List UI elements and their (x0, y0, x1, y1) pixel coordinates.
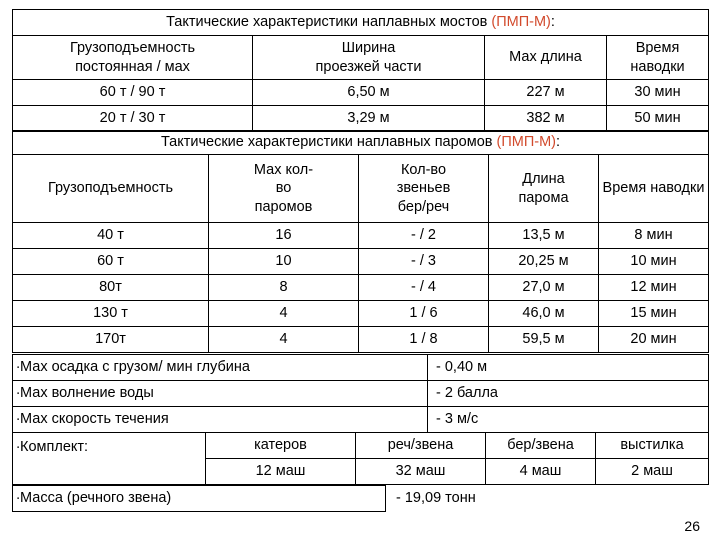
param-label: ∙Мах скорость течения (13, 407, 428, 433)
table-row (13, 106, 709, 132)
ferries-cell-links: - / 4 (359, 275, 489, 301)
ferries-header-length: Длина парома (489, 155, 599, 223)
kit-header: бер/звена (486, 433, 596, 459)
table-row (13, 327, 709, 353)
bridges-title-model: (ПМП-М) (491, 14, 551, 31)
bridges-header-length: Мах длина (485, 36, 607, 80)
ferries-cell-time: 12 мин (599, 275, 709, 301)
bridges-cell-length: 227 м (485, 80, 607, 106)
ferries-cell-links: 1 / 6 (359, 301, 489, 327)
ferries-header-capacity: Грузоподъемность (13, 155, 209, 223)
table-row (13, 223, 709, 249)
kit-value: 4 маш (486, 459, 596, 485)
table-row (13, 407, 709, 433)
ferries-cell-length: 20,25 м (489, 249, 599, 275)
ferries-cell-length: 46,0 м (489, 301, 599, 327)
ferries-cell-time: 20 мин (599, 327, 709, 353)
ferries-cell-capacity: 130 т (13, 301, 209, 327)
ferries-header-links: Кол-во звеньев бер/реч (359, 155, 489, 223)
param-label: ∙Мах волнение воды (13, 381, 428, 407)
ferries-cell-capacity: 60 т (13, 249, 209, 275)
table-row (13, 275, 709, 301)
ferries-cell-ferries: 4 (209, 327, 359, 353)
param-value: - 0,40 м (428, 355, 709, 381)
table-row (13, 355, 709, 381)
bridges-cell-width: 3,29 м (253, 106, 485, 132)
ferries-title-text: Тактические характеристики наплавных паромов (160, 134, 493, 151)
ferries-header-ferries: Мах кол-во паромов (209, 155, 359, 223)
bridges-cell-width: 6,50 м (253, 80, 485, 106)
ferries-cell-capacity: 170т (13, 327, 209, 353)
page-number: 26 (684, 518, 700, 534)
ferries-cell-links: 1 / 8 (359, 327, 489, 353)
ferries-title (13, 131, 709, 155)
kit-label-text: ∙Комплект: (16, 439, 89, 455)
ferries-cell-capacity: 40 т (13, 223, 209, 249)
ferries-cell-capacity: 80т (13, 275, 209, 301)
ferries-cell-length: 13,5 м (489, 223, 599, 249)
ferries-table (12, 130, 709, 353)
bridges-title-colon: : (550, 14, 555, 31)
ferries-cell-length: 59,5 м (489, 327, 599, 353)
table-row (13, 80, 709, 106)
kit-header: реч/звена (356, 433, 486, 459)
params-table (12, 354, 709, 433)
mass-value: - 19,09 тонн (396, 490, 476, 507)
kit-header: катеров (206, 433, 356, 459)
ferries-cell-ferries: 8 (209, 275, 359, 301)
table-row (13, 301, 709, 327)
kit-table (12, 432, 709, 485)
bridges-cell-capacity: 20 т / 30 т (13, 106, 253, 132)
ferries-cell-time: 10 мин (599, 249, 709, 275)
mass-table (12, 485, 709, 512)
ferries-cell-ferries: 16 (209, 223, 359, 249)
table-row (13, 381, 709, 407)
bridges-title (13, 10, 709, 36)
table-row (13, 249, 709, 275)
kit-value: 12 маш (206, 459, 356, 485)
bridges-cell-time: 30 мин (607, 80, 709, 106)
kit-value: 2 маш (596, 459, 709, 485)
ferries-cell-time: 15 мин (599, 301, 709, 327)
kit-value: 32 маш (356, 459, 486, 485)
ferries-cell-time: 8 мин (599, 223, 709, 249)
param-value: - 3 м/с (428, 407, 709, 433)
param-value: - 2 балла (428, 381, 709, 407)
ferries-title-colon: : (556, 134, 561, 151)
ferries-header-time: Время наводки (599, 155, 709, 223)
mass-label: ∙Масса (речного звена) (13, 486, 386, 512)
table-row (13, 486, 709, 512)
bridges-cell-capacity: 60 т / 90 т (13, 80, 253, 106)
ferries-cell-ferries: 4 (209, 301, 359, 327)
bridges-table (12, 9, 709, 132)
ferries-cell-length: 27,0 м (489, 275, 599, 301)
bridges-cell-time: 50 мин (607, 106, 709, 132)
kit-header: выстилка (596, 433, 709, 459)
ferries-cell-links: - / 3 (359, 249, 489, 275)
ferries-cell-ferries: 10 (209, 249, 359, 275)
table-row (13, 433, 709, 459)
bridges-header-capacity: Грузоподъемность постоянная / мах (13, 36, 253, 80)
bridges-header-width: Ширина проезжей части (253, 36, 485, 80)
kit-label (13, 433, 206, 485)
ferries-title-model: (ПМП-М) (496, 134, 557, 151)
bridges-header-time: Время наводки (607, 36, 709, 80)
param-label: ∙Мах осадка с грузом/ мин глубина (13, 355, 428, 381)
bridges-title-text: Тактические характеристики наплавных мостов (166, 14, 488, 31)
bridges-cell-length: 382 м (485, 106, 607, 132)
ferries-cell-links: - / 2 (359, 223, 489, 249)
